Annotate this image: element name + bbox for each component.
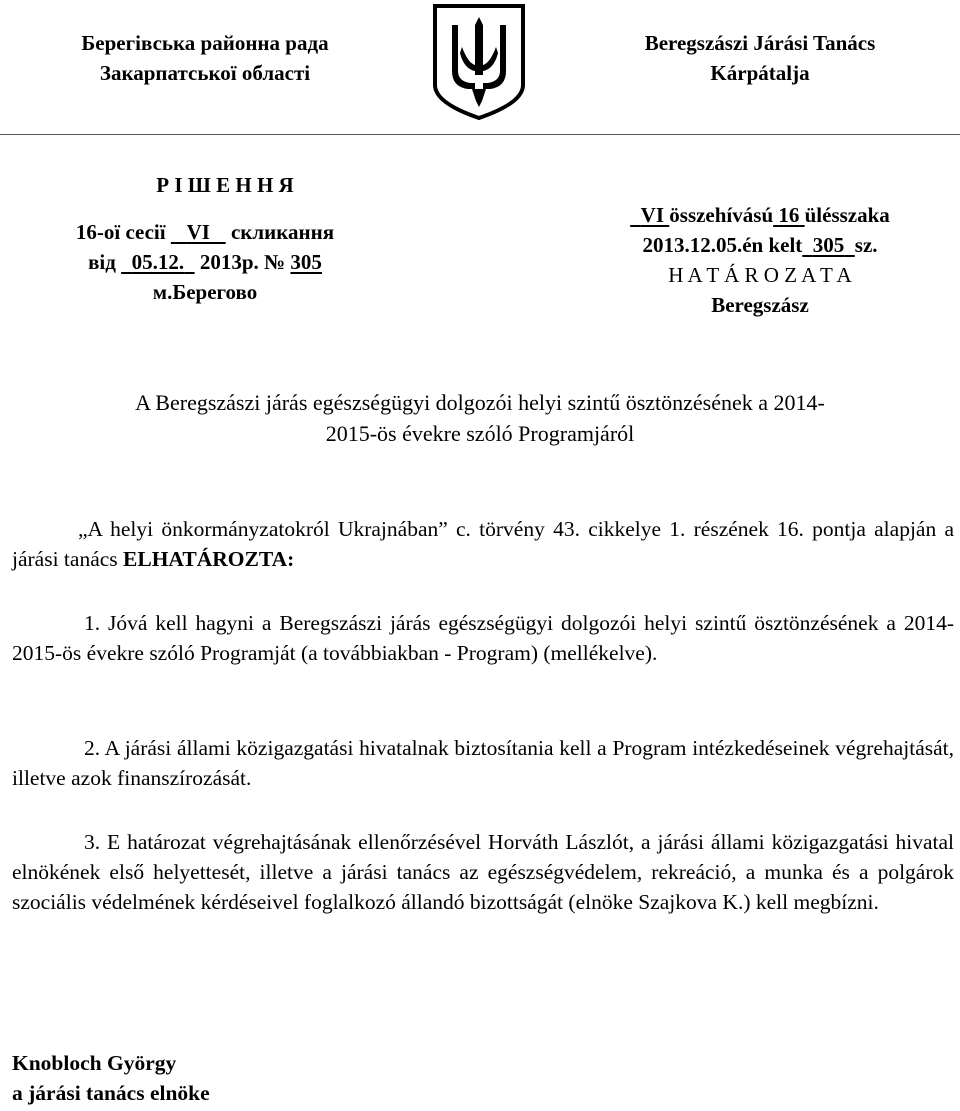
place-hu: Beregszász (711, 293, 809, 317)
decision-title-ua: Р І Ш Е Н Н Я (156, 173, 294, 197)
date-value-ua: 05.12. (131, 250, 185, 274)
date-line-hu: 2013.12.05.én kelt 305 sz. (642, 233, 878, 257)
point-1: 1. Jóvá kell hagyni a Beregszászi járás egészségügyi dolgozói helyi szintű ösztönzésének a 2014-2015-ös évekre szóló Programját (a továbbiakban - Program) (mellékelve). (12, 611, 954, 665)
decision-number-hu: 305 (812, 233, 845, 257)
decision-title-hu: H A T Á R O Z A T A (668, 263, 852, 287)
signature-block (12, 1048, 512, 1108)
session-number-ua: VI (186, 220, 210, 244)
date-line-ua: від 05.12. 2013р. № 305 (88, 250, 322, 274)
region-name-hu: Kárpátalja (710, 61, 810, 85)
place-ua: м.Берегово (152, 280, 258, 304)
header-right (580, 28, 940, 88)
decision-block-ua (20, 170, 390, 307)
region-name-ua: Закарпатської області (99, 61, 311, 85)
session-line-ua: 16-ої сесії VI скликання (75, 220, 335, 244)
point-2: 2. A járási állami közigazgatási hivatalnak biztosítania kell a Program intézkedéseinek végrehajtását, illetve azok finanszírozását. (12, 736, 954, 790)
decision-number-ua: 305 (290, 250, 322, 274)
signatory-name: Knobloch György (12, 1051, 177, 1075)
council-name-ua: Берегівська районна рада (81, 31, 329, 55)
signatory-title: a járási tanács elnöke (12, 1081, 210, 1105)
council-name-hu: Beregszászi Járási Tanács (644, 31, 876, 55)
trident-coat-of-arms-icon (432, 3, 526, 121)
preamble: „A helyi önkormányzatokról Ukrajnában” c. törvény 43. cikkelye 1. részének 16. pontja alapján a járási tanács ELHATÁROZTA: (12, 517, 954, 571)
session-line-hu: VI összehívású 16 ülésszaka (640, 203, 890, 227)
point-3: 3. E határozat végrehajtásának ellenőrzésével Horváth Lászlót, a járási állami közigazgatási hivatal elnökének első helyettesét, illetve a járási tanács az egészségvédelem, rekreáció, a munka és a polgárok szociális védelmének kérdéseivel foglalkozó állandó bizottságát (elnöke Szajkova K.) kell megbízni. (12, 830, 954, 914)
resolution-keyword: ELHATÁROZTA: (123, 547, 295, 571)
decision-block-hu (570, 200, 950, 320)
decision-subject: A Beregszászi járás egészségügyi dolgozói helyi szintű ösztönzésének a 2014- 2015-ös évekre szóló Programjáról (135, 390, 825, 446)
header-divider (0, 134, 960, 135)
header-left (20, 28, 390, 88)
